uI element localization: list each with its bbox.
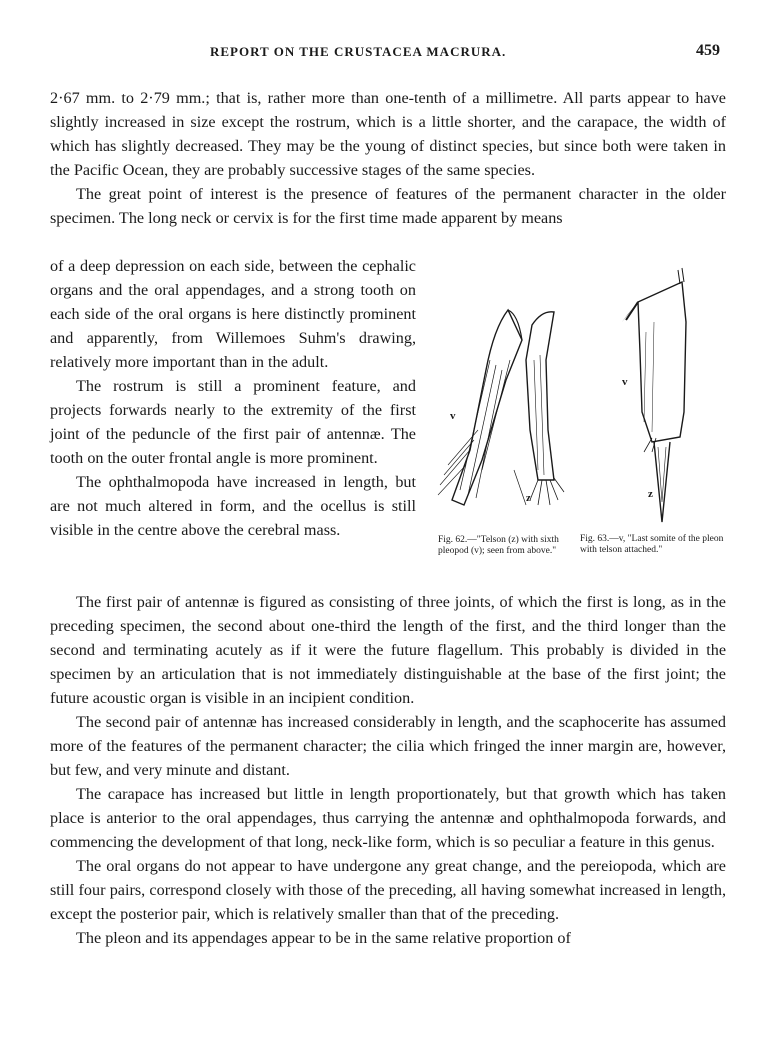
paragraph-1: 2·67 mm. to 2·79 mm.; that is, rather more than one-tenth of a millimetre. All parts appear to have slightly increased in size except the rostrum, which is a little shorter, and the carapace, the width of which has slightly decreased. They may be the young of distinct species, but since both were taken in the Pacific Ocean, they are probably successive stages of the same species. <box>50 89 726 179</box>
fig63-label-z: z <box>648 488 653 500</box>
figure-62 <box>430 300 580 570</box>
paragraph-2-start: The great point of interest is the presence of features of the permanent character in the older specimen. The long neck or cervix is for the first time made apparent by means <box>50 185 726 227</box>
running-title: REPORT ON THE CRUSTACEA MACRURA. <box>210 44 507 59</box>
paragraph-9: The pleon and its appendages appear to be in the same relative proportion of <box>76 929 571 947</box>
body-text-top <box>50 86 726 230</box>
paragraph-3: The rostrum is still a prominent feature, and projects forwards nearly to the extremity of the first joint of the peduncle of the first pair of antennæ. The tooth on the outer frontal angle is more prominent. <box>50 377 416 467</box>
fig62-label-v: v <box>450 410 456 422</box>
paragraph-2-continued: of a deep depression on each side, between the cephalic organs and the oral appendages, and a strong tooth on each side of the oral organs is here distinctly prominent and apparently, from Willemoes Suhm's drawing, relatively more important than in the adult. <box>50 257 416 371</box>
page-number: 459 <box>696 42 720 59</box>
paragraph-5: The first pair of antennæ is figured as consisting of three joints, of which the first is long, as in the preceding specimen, the second about one-third the length of the first, and the third longer than the second and terminating acutely as if it were the future flagellum. This probably is divided in the specimen by an articulation that is not immediately distinguishable at the base of the first joint; the future acoustic organ is visible in an incipient condition. <box>50 593 726 707</box>
body-text-bottom <box>50 590 726 950</box>
paragraph-7: The carapace has increased but little in length proportionately, but that growth which has taken place is anterior to the oral appendages, thus carrying the antennæ and ophthalmopoda forwards, and commencing the development of that long, neck-like form, which is so peculiar a feature in this genus. <box>50 785 726 851</box>
figure-63 <box>582 262 732 572</box>
paragraph-8: The oral organs do not appear to have undergone any great change, and the pereiopoda, which are still four pairs, correspond closely with those of the preceding, all having somewhat increased in length, except the posterior pair, which is relatively smaller than that of the preceding. <box>50 857 726 923</box>
body-text-narrow <box>50 254 416 542</box>
fig62-caption: Fig. 62.—"Telson (z) with sixth pleopod (v); seen from above." <box>438 535 559 556</box>
fig63-label-v: v <box>622 376 628 388</box>
fig62-label-z: z <box>526 492 531 504</box>
running-head <box>0 44 776 66</box>
pleon-somite-telson-illustration <box>582 262 732 532</box>
paragraph-4: The ophthalmopoda have increased in length, but are not much altered in form, and the ocellus is still visible in the centre above the cerebral mass. <box>50 473 416 539</box>
fig63-caption: Fig. 63.—v, "Last somite of the pleon with telson attached." <box>580 534 724 555</box>
paragraph-6: The second pair of antennæ has increased considerably in length, and the scaphocerite has assumed more of the features of the permanent character; the cilia which fringed the inner margin are, however, but few, and very minute and distant. <box>50 713 726 779</box>
